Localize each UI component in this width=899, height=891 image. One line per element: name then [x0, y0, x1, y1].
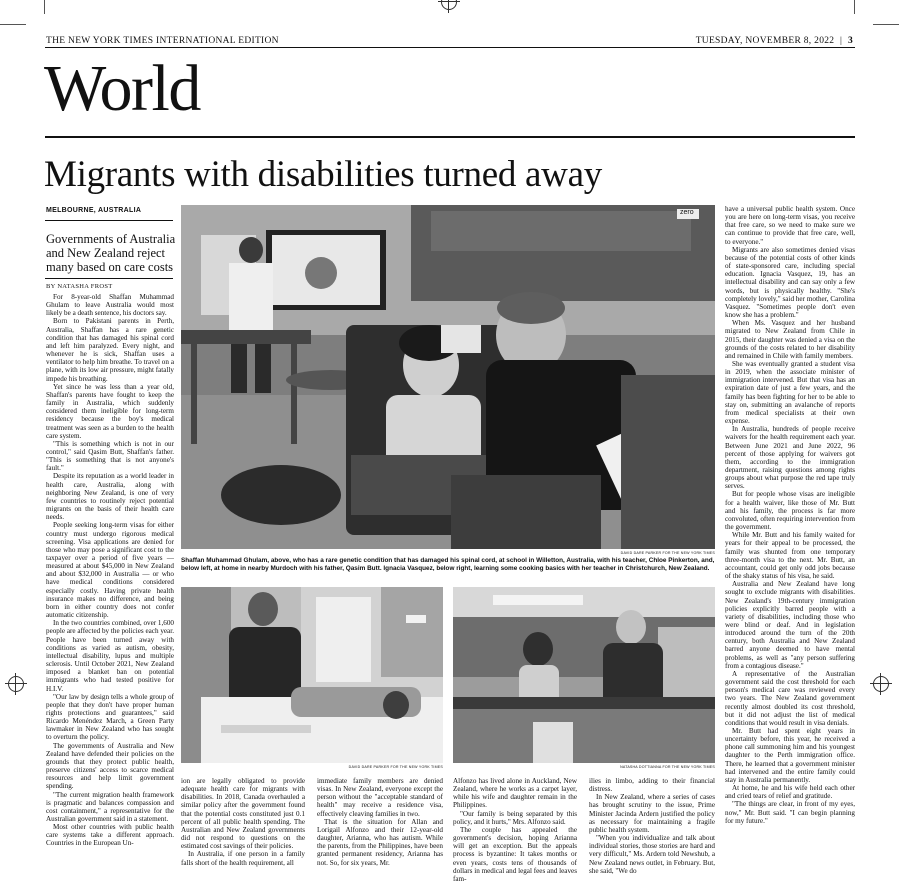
article-paragraph: A representative of the Australian government said the cost threshold for each person's medical care was reviewed every two years. The New Zealand government recently almost doubled its cost threshold, but it did not adjust the list of medical conditions that would result in visa denials.	[725, 669, 855, 727]
byline: BY NATASHA FROST	[46, 283, 113, 290]
crop-mark	[44, 0, 45, 14]
main-photo-classroom	[181, 205, 715, 549]
article-paragraph: At home, he and his wife held each other and cried tears of relief and gratitude.	[725, 784, 855, 801]
separator: |	[840, 36, 843, 46]
article-paragraph: ilies in limbo, adding to their financial distress.	[589, 777, 715, 794]
article-paragraph: That is the situation for Allan and Lorigail Alfonzo and their 12-year-old daughter, Arianna, who has autism. While the parents, from the Philippines, have been granted permanent residency, Arianna has not. So, for six years, Mr.	[317, 817, 443, 867]
article-paragraph: "This is something which is not in our control," said Qasim Butt, Shaffan's father. "This is something that is not anyone's fault."	[46, 439, 174, 473]
article-column-3	[317, 777, 443, 881]
article-column-2	[181, 777, 305, 881]
classroom-photo-illustration	[181, 205, 715, 549]
article-paragraph: Migrants are also sometimes denied visas because of the potential costs of other kinds of state-sponsored care, including special education. Ignacia Vasquez, 19, has an intellectual disability and can say only a few words, but is physically healthy. "She's completely lovely," said her mother, Carolina Vasquez. "Sometimes people don't even know she has a problem."	[725, 245, 855, 320]
issue-date-line	[696, 36, 853, 46]
deck: Governments of Australia and New Zealand reject many based on care costs	[46, 232, 176, 274]
crop-mark	[873, 24, 899, 25]
registration-mark-right	[873, 676, 889, 692]
left-photo-credit: DAVID DARE PARKER FOR THE NEW YORK TIMES	[348, 765, 443, 769]
dateline: MELBOURNE, AUSTRALIA	[46, 207, 142, 214]
section-title: World	[44, 52, 200, 125]
article-column-6	[725, 205, 855, 881]
photo-caption: Shaffan Muhammad Ghulam, above, who has a rare genetic condition that has damaged his spinal cord, at school in Willetton, Australia, with his teacher, Chloe Pinkerton, and, below left, at home in nearby Murdoch with his father, Qasim Butt. Ignacia Vasquez, below right, learning some cooking basics with her teacher in Christchurch, New Zealand.	[181, 557, 715, 572]
article-paragraph: "Our family is being separated by this policy, and it hurts," Mrs. Alfonzo said.	[453, 809, 577, 826]
kitchen-photo-illustration	[453, 587, 715, 763]
main-photo-credit: DAVID DARE PARKER FOR THE NEW YORK TIMES	[620, 551, 715, 555]
photo-cooking-lesson	[453, 587, 715, 763]
page-number: 3	[847, 36, 853, 46]
article-paragraph: In New Zealand, where a series of cases has brought scrutiny to the issue, Prime Minister Jacinda Ardern justified the policy as necessary for maintaining a fragile public health system.	[589, 793, 715, 834]
home-photo-illustration	[181, 587, 443, 763]
article-paragraph: "The current migration health framework is pragmatic and balances compassion and cost containment," a representative for the Australian government said in a statement.	[46, 790, 174, 823]
article-paragraph: Despite its reputation as a world leader in health care, Australia, along with neighboring New Zealand, is one of very few countries to routinely reject potential migrants on the basis of their health care needs.	[46, 472, 174, 522]
crop-mark	[854, 0, 855, 14]
masthead-rule	[45, 47, 855, 48]
article-paragraph: Most other countries with public health care systems take a different approach. Countries in the European Un-	[46, 823, 174, 848]
article-paragraph: "When you individualize and talk about individual stories, those stories are hard and very difficult," Ms. Ardern told Newshub, a New Zealand news outlet, in February. But, she said, "We do	[589, 834, 715, 875]
right-photo-credit: NATASHA DOTTIANNA FOR THE NEW YORK TIMES	[620, 765, 715, 769]
issue-date: TUESDAY, NOVEMBER 8, 2022	[695, 36, 835, 46]
article-paragraph: have a universal public health system. Once you are here on long-term visas, you receive that free care, so we need to make sure we can continue to provide that free care, well, to everyone."	[725, 205, 855, 246]
article-paragraph: ion are legally obligated to provide adequate health care for migrants with disabilities. In 2018, Canada overhauled a similar policy after the government found that the potential costs constituted just 0.1 percent of all public health spending. The Australian and New Zealand governments did not respond to questions on the estimated cost savings of their policies.	[181, 777, 305, 851]
article-paragraph: "Our law by design tells a whole group of people that they don't have proper human rights protections and guarantees," said Ricardo Menéndez March, a Green Party lawmaker in New Zealand who has sought to overturn the policy.	[46, 692, 174, 742]
newspaper-name: THE NEW YORK TIMES INTERNATIONAL EDITION	[46, 36, 279, 46]
article-paragraph: In Australia, if one person in a family falls short of the health requirement, all	[181, 850, 305, 867]
article-paragraph: She was eventually granted a student visa in 2019, when the associate minister of immigration intervened. But that visa has an expiration date of just a few years, and the family has been fighting for her to be able to stay on, submitting an avalanche of reports from medical specialists at their own expense.	[725, 359, 855, 426]
article-paragraph: In the two countries combined, over 1,600 people are affected by the policies each year. People have been turned away with conditions as varied as autism, obesity, intellectual disability, lupus and multiple sclerosis. Until October 2021, New Zealand imposed a blanket ban on potential immigrants who had tested positive for H.I.V.	[46, 619, 174, 693]
section-rule	[45, 136, 855, 138]
registration-mark-left	[8, 676, 24, 692]
article-paragraph: People seeking long-term visas for either country must undergo rigorous medical screening. Visa applications are denied for those who may pose a significant cost to the taxpayer over a period of five years — measured at about $45,000 in New Zealand and about $32,000 in Australia — or who have medical conditions considered especially costly. Having private health insurance makes no difference, and being born in either country does not confer automatic citizenship.	[46, 521, 174, 620]
article-paragraph: Alfonzo has lived alone in Auckland, New Zealand, where he works as a carpet layer, while his wife and daughter remain in the Philippines.	[453, 777, 577, 810]
article-paragraph: Mr. Butt had spent eight years in uncertainty before, this year, he received a phone call summoning him and his youngest daughter to the Perth immigration office. There, he learned that a government minister had intervened and the entire family could stay in Australia permanently.	[725, 727, 855, 784]
article-column-4	[453, 777, 577, 881]
article-paragraph: Born to Pakistani parents in Perth, Australia, Shaffan has a rare genetic condition that has damaged his spinal cord and left him paralyzed. Every night, and whenever he is sick, Shaffan uses a ventilator to help him breathe. To travel on a plane, with its low air pressure, might fatally impede his breathing.	[46, 317, 174, 383]
article-column-1	[46, 293, 174, 881]
dateline-rule	[45, 220, 173, 221]
article-paragraph: When Ms. Vasquez and her husband migrated to New Zealand from Chile in 2015, their daughter was denied a visa on the grounds of the costs related to her disability and remained in Chile with family members.	[725, 319, 855, 360]
article-paragraph: For 8-year-old Shaffan Muhammad Ghulam to leave Australia would most likely be a death sentence, his doctors say.	[46, 293, 174, 318]
article-paragraph: Australia and New Zealand have long sought to exclude migrants with disabilities. New Zealand's 19th-century immigration policies explicitly barred people with a variety of disabilities, including those who were blind or deaf. And in legislation introduced around the turn of the 20th century, both Australia and New Zealand barred anyone deemed to have mental problems, as well as "any person suffering from a contagious disease."	[725, 580, 855, 670]
article-paragraph: While Mr. Butt and his family waited for years for their appeal to be processed, the family was shunted from one temporary three-month visa to the next. Mr. Butt, an accountant, could get only odd jobs because of the shaky status of his visa, he said.	[725, 531, 855, 581]
article-paragraph: But for people whose visas are ineligible for a health waiver, like those of Mr. Butt and his family, the process is far more convoluted, often requiring intervention from the government.	[725, 490, 855, 532]
article-paragraph: The governments of Australia and New Zealand have defended their policies on the grounds that they protect public health, preserve citizens' access to scarce medical resources and help limit government spending.	[46, 741, 174, 791]
article-paragraph: Yet since he was less than a year old, Shaffan's parents have fought to keep the family in Australia, which suddenly considered them ineligible for long-term residency because the boy's medical treatment was seen as a burden to the health care system.	[46, 382, 174, 440]
registration-mark-top	[441, 0, 457, 10]
article-paragraph: "The things are clear, in front of my eyes, now," Mr. Butt said. "I can begin planning for my future."	[725, 800, 855, 825]
photo-father-and-son	[181, 587, 443, 763]
article-column-5	[589, 777, 715, 881]
article-paragraph: immediate family members are denied visas. In New Zealand, everyone except the person without the "acceptable standard of health" may receive a residence visa, effectively cleaving families in two.	[317, 777, 443, 818]
crop-mark	[0, 24, 26, 25]
headline: Migrants with disabilities turned away	[44, 154, 602, 195]
article-paragraph: In Australia, hundreds of people receive waivers for the health requirement each year. Between June 2021 and June 2022, 96 percent of those applying for waivers got them, according to the immigration department, raising questions among rights groups about what purpose the red tape truly serves.	[725, 425, 855, 491]
deck-rule	[45, 278, 173, 279]
board-card-label: zero	[680, 209, 694, 216]
article-paragraph: The couple has appealed the government's decision, hoping Arianna will get an exception. But the appeals process is byzantine: It takes months or even years, costs tens of thousands of dollars in medical and legal fees and leaves fam-	[453, 825, 577, 881]
